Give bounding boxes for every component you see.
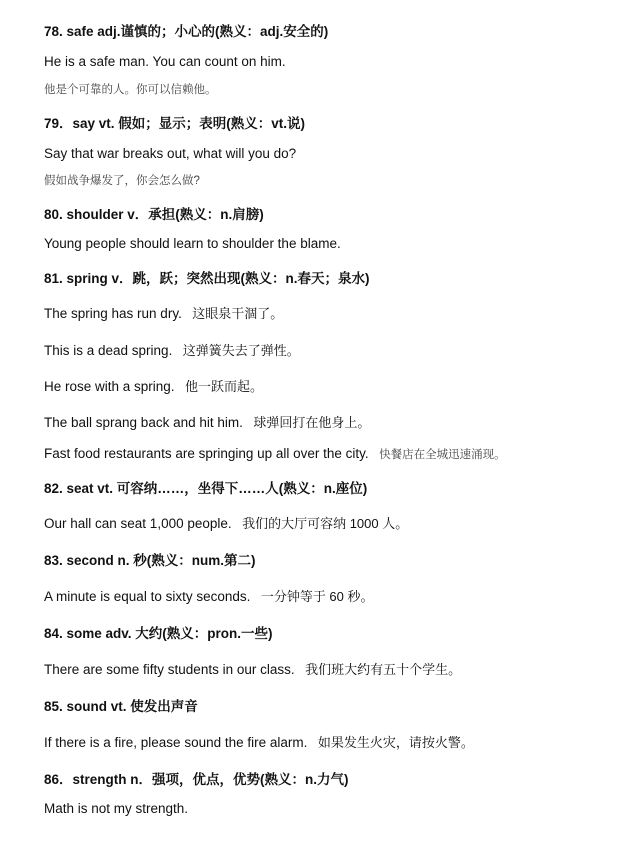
example-english: There are some fifty students in our class.: [44, 662, 295, 677]
example-chinese: 我们班大约有五十个学生。: [305, 662, 462, 677]
example-line: [44, 412, 600, 432]
example-chinese: 快餐店在全城迅速涌现。: [379, 449, 506, 461]
entry-heading: 83. second n. 秒(熟义：num.第二): [44, 553, 256, 568]
example-english: Math is not my strength.: [44, 801, 189, 816]
example-english: This is a dead spring.: [44, 343, 173, 358]
example-chinese: 这弹簧失去了弹性。: [182, 343, 300, 358]
example-chinese: 球弹回打在他身上。: [253, 415, 371, 430]
example-line: [44, 340, 600, 360]
example-english: The spring has run dry.: [44, 306, 182, 321]
example-chinese: 假如战争爆发了，你会怎么做?: [44, 175, 200, 187]
example-english: Young people should learn to shoulder the blame.: [44, 236, 341, 251]
example-chinese: 我们的大厅可容纳 1000 人。: [242, 516, 409, 531]
entry-heading: 82. seat vt. 可容纳……，坐得下……人(熟义：n.座位): [44, 481, 368, 496]
example-line: [44, 659, 600, 679]
example-line: [44, 732, 600, 752]
entry-heading: 78. safe adj.谨慎的；小心的(熟义：adj.安全的): [44, 24, 329, 39]
example-english: He is a safe man. You can count on him.: [44, 54, 286, 69]
example-chinese: 这眼泉干涸了。: [192, 306, 284, 321]
example-chinese: 如果发生火灾，请按火警。: [317, 735, 474, 750]
example-chinese: 他是个可靠的人。你可以信赖他。: [44, 84, 217, 96]
example-line: [44, 445, 600, 463]
example-english: Fast food restaurants are springing up all over the city.: [44, 446, 369, 461]
entry-heading: 84. some adv. 大约(熟义：pron.一些): [44, 626, 273, 641]
example-line: [44, 586, 600, 606]
example-english: The ball sprang back and hit him.: [44, 415, 243, 430]
example-line: [44, 376, 600, 396]
example-line: [44, 303, 600, 323]
entry-heading: 85. sound vt. 使发出声音: [44, 699, 198, 714]
example-english: Say that war breaks out, what will you do?: [44, 146, 297, 161]
entry-heading: 86．strength n．强项，优点，优势(熟义：n.力气): [44, 772, 349, 787]
example-english: Our hall can seat 1,000 people.: [44, 516, 232, 531]
example-english: A minute is equal to sixty seconds.: [44, 589, 251, 604]
example-line: [44, 513, 600, 533]
example-chinese: 他一跃而起。: [185, 379, 264, 394]
example-english: He rose with a spring.: [44, 379, 175, 394]
entry-heading: 80. shoulder v．承担(熟义：n.肩膀): [44, 207, 264, 222]
entry-heading: 81. spring v．跳，跃；突然出现(熟义：n.春天；泉水): [44, 271, 370, 286]
example-english: If there is a fire, please sound the fire alarm.: [44, 735, 308, 750]
entry-heading: 79．say vt. 假如；显示；表明(熟义：vt.说): [44, 116, 306, 131]
example-chinese: 一分钟等于 60 秒。: [260, 589, 374, 604]
